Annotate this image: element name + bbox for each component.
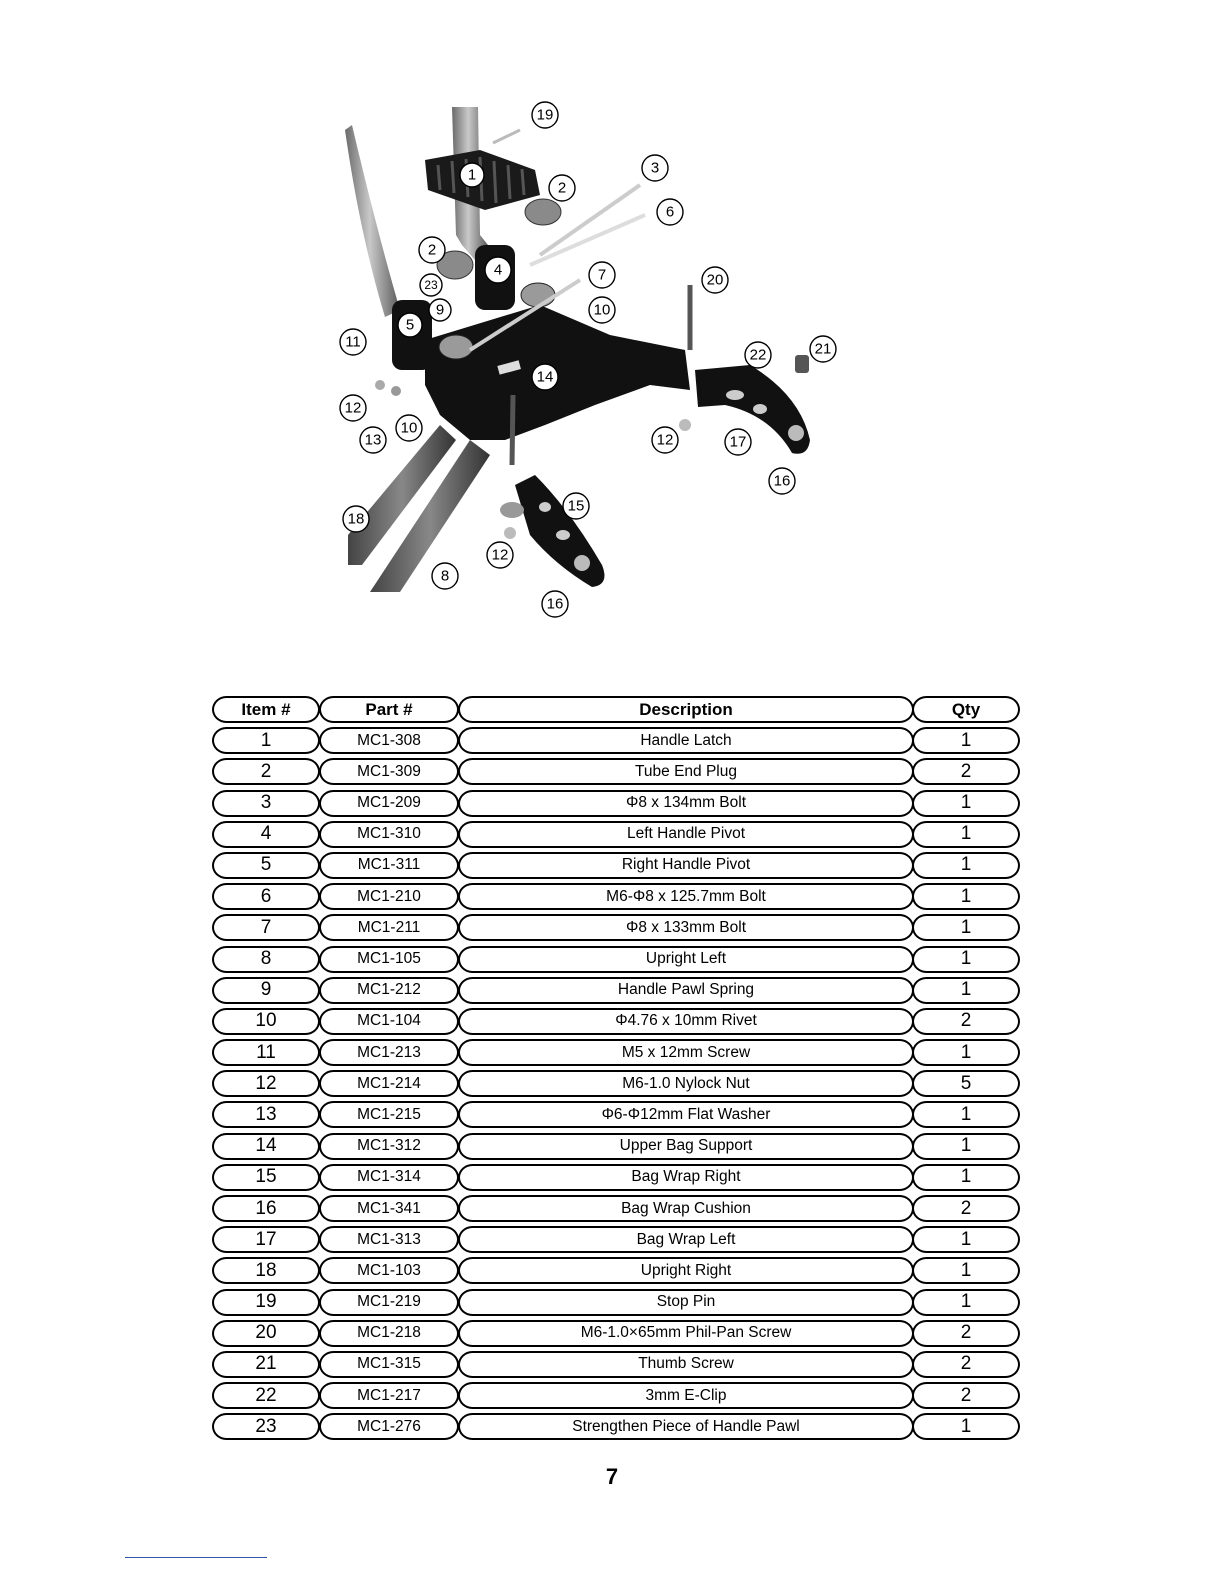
header-part: Part # [319, 696, 459, 723]
cell-description: Thumb Screw [458, 1351, 914, 1378]
svg-text:10: 10 [593, 301, 611, 319]
bag-wrap-cushion-right [788, 425, 804, 441]
callout [460, 163, 484, 187]
cell-item: 13 [212, 1101, 320, 1128]
cell-qty: 1 [912, 1101, 1020, 1128]
svg-text:2: 2 [557, 179, 567, 197]
svg-text:19: 19 [536, 106, 554, 124]
cell-part: MC1-211 [319, 914, 459, 941]
cell-item: 19 [212, 1289, 320, 1316]
header-item: Item # [212, 696, 320, 723]
bag-wrap-left [695, 365, 810, 454]
svg-text:16: 16 [546, 595, 564, 613]
bag-wrap-right-cap [500, 502, 524, 518]
table-row [208, 881, 1020, 912]
cell-item: 7 [212, 914, 320, 941]
callout [419, 237, 445, 263]
cell-item: 8 [212, 946, 320, 973]
cell-item: 4 [212, 821, 320, 848]
cell-qty: 2 [912, 1382, 1020, 1409]
svg-text:5: 5 [405, 316, 415, 334]
cell-description: Bag Wrap Right [458, 1164, 914, 1191]
table-row [208, 944, 1020, 975]
cell-item: 1 [212, 727, 320, 754]
cell-qty: 1 [912, 727, 1020, 754]
tube-end-plug-upper [525, 199, 561, 225]
table-row [208, 1193, 1020, 1224]
cell-description: M5 x 12mm Screw [458, 1039, 914, 1066]
cell-part: MC1-315 [319, 1351, 459, 1378]
table-row [208, 788, 1020, 819]
cell-qty: 1 [912, 821, 1020, 848]
svg-text:6: 6 [665, 203, 675, 221]
cell-description: M6-1.0 Nylock Nut [458, 1070, 914, 1097]
svg-text:12: 12 [491, 546, 509, 564]
cell-description: Upright Left [458, 946, 914, 973]
cell-item: 12 [212, 1070, 320, 1097]
callout [398, 313, 422, 337]
cell-qty: 2 [912, 1320, 1020, 1347]
cell-part: MC1-218 [319, 1320, 459, 1347]
bag-wrap-cushion-lower [574, 555, 590, 571]
cell-part: MC1-308 [319, 727, 459, 754]
cell-part: MC1-312 [319, 1133, 459, 1160]
svg-text:17: 17 [729, 433, 747, 451]
cell-part: MC1-212 [319, 977, 459, 1004]
cell-item: 22 [212, 1382, 320, 1409]
cell-item: 14 [212, 1133, 320, 1160]
table-row [208, 1006, 1020, 1037]
cell-item: 17 [212, 1226, 320, 1253]
cell-item: 2 [212, 758, 320, 785]
cell-part: MC1-213 [319, 1039, 459, 1066]
svg-text:13: 13 [364, 431, 382, 449]
cell-part: MC1-311 [319, 852, 459, 879]
cell-part: MC1-314 [319, 1164, 459, 1191]
cell-item: 15 [212, 1164, 320, 1191]
svg-text:16: 16 [773, 472, 791, 490]
table-row [208, 1287, 1020, 1318]
page-number: 7 [605, 1464, 619, 1489]
header-qty: Qty [912, 696, 1020, 723]
svg-text:20: 20 [706, 271, 724, 289]
cell-description: Φ8 x 134mm Bolt [458, 790, 914, 817]
washer-13 [391, 386, 401, 396]
cell-qty: 2 [912, 1195, 1020, 1222]
svg-text:11: 11 [345, 333, 361, 351]
cell-part: MC1-219 [319, 1289, 459, 1316]
svg-text:12: 12 [344, 399, 362, 417]
callout [542, 591, 568, 617]
callout [549, 175, 575, 201]
cell-description: Φ8 x 133mm Bolt [458, 914, 914, 941]
cell-description: Bag Wrap Cushion [458, 1195, 914, 1222]
pivot-cap-right [521, 283, 555, 307]
stop-pin [493, 130, 520, 143]
cell-item: 18 [212, 1257, 320, 1284]
cell-item: 11 [212, 1039, 320, 1066]
cell-description: Φ6-Φ12mm Flat Washer [458, 1101, 914, 1128]
cell-part: MC1-103 [319, 1257, 459, 1284]
cell-description: M6-1.0×65mm Phil-Pan Screw [458, 1320, 914, 1347]
callout [725, 429, 751, 455]
cell-qty: 1 [912, 1133, 1020, 1160]
cell-part: MC1-309 [319, 758, 459, 785]
svg-text:21: 21 [814, 340, 832, 358]
callout [532, 102, 558, 128]
pivot-cap-left [439, 335, 473, 359]
table-body [208, 725, 1020, 1442]
table-row [208, 1037, 1020, 1068]
table-header-row [208, 694, 1020, 725]
table-row [208, 819, 1020, 850]
callout [589, 262, 615, 288]
nut-12-b [679, 419, 691, 431]
cell-part: MC1-104 [319, 1008, 459, 1035]
cell-qty: 1 [912, 946, 1020, 973]
cell-qty: 1 [912, 1226, 1020, 1253]
cell-part: MC1-276 [319, 1413, 459, 1440]
table-row [208, 1162, 1020, 1193]
cell-part: MC1-310 [319, 821, 459, 848]
callout [420, 274, 442, 296]
table-row [208, 1349, 1020, 1380]
table-row [208, 850, 1020, 881]
cell-item: 16 [212, 1195, 320, 1222]
cell-item: 6 [212, 883, 320, 910]
table-row [208, 1318, 1020, 1349]
table-row [208, 1411, 1020, 1442]
callout [360, 427, 386, 453]
cell-qty: 5 [912, 1070, 1020, 1097]
svg-text:4: 4 [493, 261, 503, 279]
svg-text:9: 9 [435, 301, 445, 319]
cell-part: MC1-214 [319, 1070, 459, 1097]
cell-qty: 2 [912, 1008, 1020, 1035]
cell-item: 9 [212, 977, 320, 1004]
callout [563, 493, 589, 519]
callout [642, 155, 668, 181]
cell-qty: 1 [912, 1289, 1020, 1316]
callout [340, 395, 366, 421]
callout [343, 506, 369, 532]
table-row [208, 1224, 1020, 1255]
callout [432, 563, 458, 589]
cell-item: 20 [212, 1320, 320, 1347]
phil-pan-screw-20-b [512, 395, 513, 465]
callout [532, 364, 558, 390]
callout [396, 415, 422, 441]
cell-part: MC1-313 [319, 1226, 459, 1253]
cell-description: Upright Right [458, 1257, 914, 1284]
nut-12-a [375, 380, 385, 390]
table-row [208, 1255, 1020, 1286]
table-row [208, 975, 1020, 1006]
callout [652, 427, 678, 453]
svg-text:15: 15 [567, 497, 585, 515]
callout [340, 329, 366, 355]
table-row [208, 1099, 1020, 1130]
callout [589, 297, 615, 323]
svg-text:12: 12 [656, 431, 674, 449]
cell-qty: 1 [912, 977, 1020, 1004]
parts-table [208, 694, 1020, 1443]
cell-part: MC1-209 [319, 790, 459, 817]
cell-description: Tube End Plug [458, 758, 914, 785]
cell-part: MC1-105 [319, 946, 459, 973]
bag-wrap-right-hole-1 [539, 502, 551, 512]
bag-wrap-right-hole-2 [556, 530, 570, 540]
svg-text:18: 18 [347, 510, 365, 528]
svg-text:3: 3 [650, 159, 660, 177]
callout [657, 199, 683, 225]
cell-qty: 1 [912, 790, 1020, 817]
header-description: Description [458, 696, 914, 723]
cell-description: Stop Pin [458, 1289, 914, 1316]
table-row [208, 725, 1020, 756]
cell-part: MC1-215 [319, 1101, 459, 1128]
cell-description: Right Handle Pivot [458, 852, 914, 879]
cell-qty: 2 [912, 758, 1020, 785]
table-row [208, 1068, 1020, 1099]
callout [487, 542, 513, 568]
callout [485, 257, 511, 283]
cell-part: MC1-341 [319, 1195, 459, 1222]
cell-qty: 1 [912, 1039, 1020, 1066]
cell-description: Left Handle Pivot [458, 821, 914, 848]
svg-text:7: 7 [597, 266, 607, 284]
callout [702, 267, 728, 293]
svg-text:22: 22 [749, 346, 767, 364]
cell-qty: 1 [912, 1257, 1020, 1284]
nut-12-c [504, 527, 516, 539]
table-row [208, 1380, 1020, 1411]
callout [745, 342, 771, 368]
callout [429, 299, 451, 321]
exploded-view-diagram [330, 95, 850, 620]
svg-text:14: 14 [536, 368, 554, 386]
cell-description: Strengthen Piece of Handle Pawl [458, 1413, 914, 1440]
svg-text:10: 10 [400, 419, 418, 437]
cell-qty: 1 [912, 1413, 1020, 1440]
table-row [208, 1131, 1020, 1162]
svg-text:8: 8 [440, 567, 450, 585]
cell-qty: 1 [912, 1164, 1020, 1191]
cell-item: 3 [212, 790, 320, 817]
cell-description: Handle Latch [458, 727, 914, 754]
thumb-screw [795, 355, 809, 373]
footnote-rule [125, 1557, 267, 1558]
cell-qty: 1 [912, 852, 1020, 879]
cell-description: 3mm E-Clip [458, 1382, 914, 1409]
svg-text:23: 23 [424, 278, 438, 292]
cell-description: Φ4.76 x 10mm Rivet [458, 1008, 914, 1035]
cell-description: M6-Φ8 x 125.7mm Bolt [458, 883, 914, 910]
bag-wrap-left-hole-1 [726, 390, 744, 400]
cell-description: Bag Wrap Left [458, 1226, 914, 1253]
cell-item: 23 [212, 1413, 320, 1440]
table-row [208, 756, 1020, 787]
cell-qty: 1 [912, 883, 1020, 910]
bag-wrap-left-hole-2 [753, 404, 767, 414]
cell-description: Handle Pawl Spring [458, 977, 914, 1004]
cell-qty: 1 [912, 914, 1020, 941]
cell-description: Upper Bag Support [458, 1133, 914, 1160]
cell-part: MC1-217 [319, 1382, 459, 1409]
svg-text:2: 2 [427, 241, 437, 259]
svg-text:1: 1 [467, 166, 477, 184]
cell-qty: 2 [912, 1351, 1020, 1378]
callout [810, 336, 836, 362]
handle-tube-left [345, 125, 400, 317]
cell-part: MC1-210 [319, 883, 459, 910]
cell-item: 21 [212, 1351, 320, 1378]
callout [769, 468, 795, 494]
table-row [208, 912, 1020, 943]
cell-item: 10 [212, 1008, 320, 1035]
cell-item: 5 [212, 852, 320, 879]
